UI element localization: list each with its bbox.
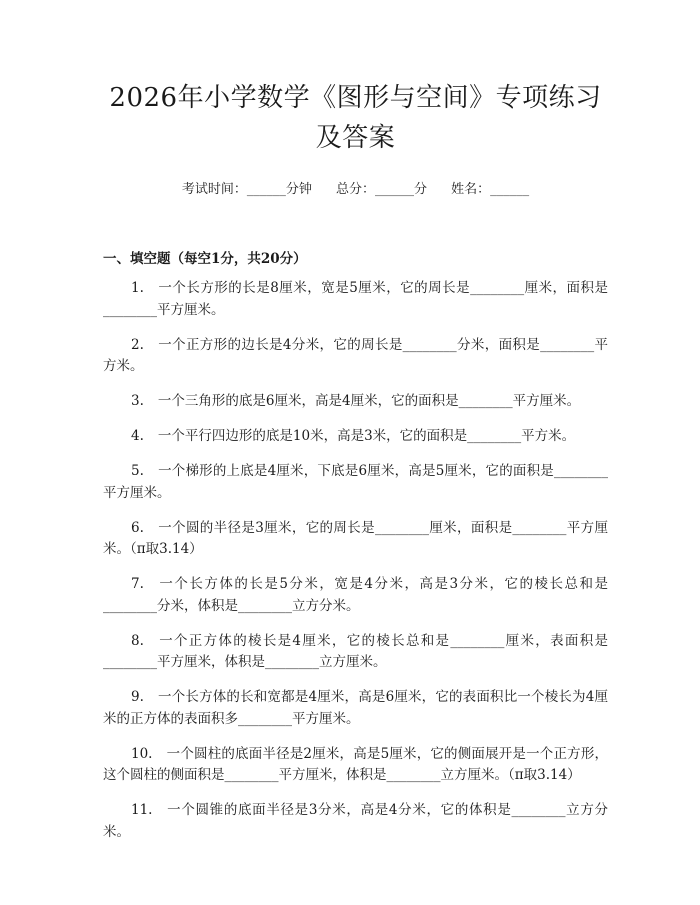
question-text: 一个长方体的长是5分米，宽是4分米，高是3分米，它的棱长总和是________分米，体积是________立方分米。 bbox=[103, 576, 608, 614]
question-item bbox=[103, 391, 608, 413]
question-text: 一个圆柱的底面半径是2厘米，高是5厘米，它的侧面展开是一个正方形，这个圆柱的侧面积是________平方厘米，体积是________立方厘米。（π取3.14） bbox=[103, 745, 608, 783]
total-score-field: 总分：______分 bbox=[335, 182, 427, 197]
question-text: 一个圆的半径是3厘米，它的周长是________厘米，面积是________平方厘米。（π取3.14） bbox=[103, 519, 608, 557]
question-number: 6. bbox=[131, 519, 144, 536]
question-item bbox=[103, 744, 608, 787]
student-name-field: 姓名：______ bbox=[451, 182, 530, 197]
question-text: 一个平行四边形的底是10米，高是3米，它的面积是________平方米。 bbox=[157, 428, 576, 444]
question-item bbox=[103, 574, 608, 617]
section-heading-fill-in: 一、填空题（每空1分，共20分） bbox=[103, 251, 307, 267]
exam-info-line bbox=[103, 180, 608, 200]
question-text: 一个三角形的底是6厘米，高是4厘米，它的面积是________平方厘米。 bbox=[157, 393, 581, 409]
exam-time-field: 考试时间：______分钟 bbox=[181, 182, 312, 197]
question-number: 7. bbox=[131, 576, 144, 592]
question-text: 一个梯形的上底是4厘米，下底是6厘米，高是5厘米，它的面积是________平方厘米。 bbox=[103, 463, 608, 501]
question-text: 一个长方体的长和宽都是4厘米，高是6厘米，它的表面积比一个棱长为4厘米的正方体的表面积多________平方厘米。 bbox=[103, 689, 608, 727]
question-number: 2. bbox=[131, 336, 144, 353]
question-list bbox=[103, 278, 608, 843]
question-item bbox=[103, 426, 608, 448]
question-item bbox=[103, 631, 608, 674]
document-title: 2026年小学数学《图形与空间》专项练习及答案 bbox=[109, 83, 602, 153]
question-number: 4. bbox=[131, 428, 144, 444]
question-item bbox=[103, 335, 608, 378]
question-number: 9. bbox=[131, 689, 144, 705]
question-item bbox=[103, 687, 608, 730]
question-number: 5. bbox=[131, 463, 144, 479]
question-item bbox=[103, 278, 608, 321]
question-text: 一个正方体的棱长是4厘米，它的棱长总和是________厘米，表面积是________平方厘米，体积是________立方厘米。 bbox=[103, 632, 608, 670]
question-item bbox=[103, 800, 608, 843]
question-number: 1. bbox=[131, 280, 144, 296]
question-text: 一个正方形的边长是4分米，它的周长是________分米，面积是________平方米。 bbox=[103, 336, 608, 374]
question-item bbox=[103, 518, 608, 561]
question-number: 11. bbox=[131, 802, 153, 818]
question-item bbox=[103, 461, 608, 504]
question-number: 10. bbox=[131, 745, 153, 762]
question-text: 一个长方形的长是8厘米，宽是5厘米，它的周长是________厘米，面积是________平方厘米。 bbox=[103, 280, 608, 318]
question-number: 8. bbox=[131, 632, 144, 649]
question-number: 3. bbox=[131, 393, 144, 409]
question-text: 一个圆锥的底面半径是3分米，高是4分米，它的体积是________立方分米。 bbox=[103, 802, 608, 840]
